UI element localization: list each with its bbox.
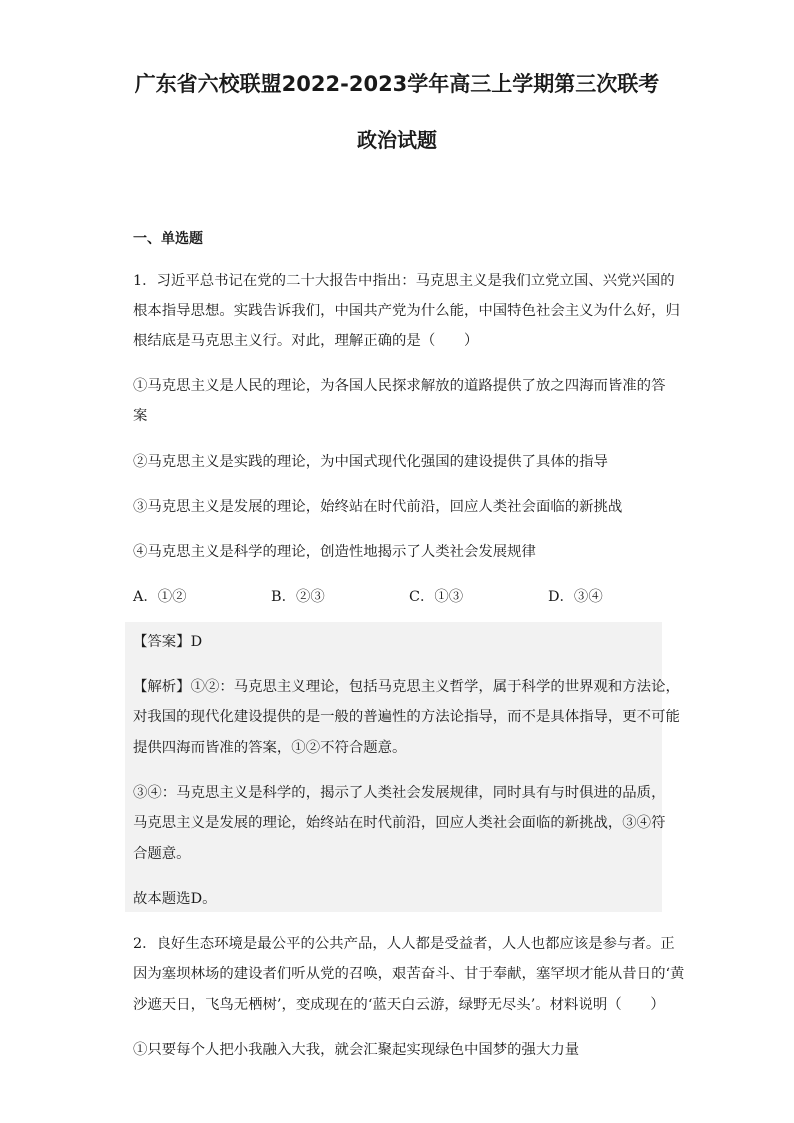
q1-analysis-line: 马克思主义是发展的理论，始终站在时代前沿，回应人类社会面临的新挑战，③④符 — [133, 815, 666, 831]
q1-analysis-line: ③④：马克思主义是科学的，揭示了人类社会发展规律，同时具有与时俱进的品质， — [133, 785, 666, 801]
answer-analysis-panel — [125, 622, 662, 912]
q1-stem-line: 根本指导思想。实践告诉我们，中国共产党为什么能，中国特色社会主义为什么好，归 — [133, 303, 680, 319]
document-subtitle: 政治试题 — [357, 128, 437, 152]
q1-statement-2: ②马克思主义是实践的理论，为中国式现代化强国的建设提供了具体的指导 — [133, 454, 608, 470]
q1-choice-b: B．②③ — [271, 589, 325, 605]
q1-analysis-line: 【解析】①②：马克思主义理论，包括马克思主义哲学，属于科学的世界观和方法论， — [133, 679, 680, 695]
q2-stem-line: 2．良好生态环境是最公平的公共产品，人人都是受益者，人人也都应该是参与者。正 — [133, 936, 675, 952]
q1-analysis-line: 合题意。 — [133, 846, 191, 862]
document-title: 广东省六校联盟2022-2023学年高三上学期第三次联考 — [134, 72, 660, 96]
q1-choice-d: D．③④ — [548, 589, 603, 605]
q1-choice-c: C．①③ — [409, 589, 464, 605]
q1-statement-3: ③马克思主义是发展的理论，始终站在时代前沿，回应人类社会面临的新挑战 — [133, 499, 623, 515]
q1-analysis-line: 提供四海而皆准的答案，①②不符合题意。 — [133, 740, 407, 756]
section-heading: 一、单选题 — [133, 231, 203, 247]
q1-analysis-line: 对我国的现代化建设提供的是一般的普遍性的方法论指导，而不是具体指导，更不可能 — [133, 709, 680, 725]
q1-statement-1: ①马克思主义是人民的理论，为各国人民探求解放的道路提供了放之四海而皆准的答 — [133, 378, 666, 394]
q1-stem-line: 1．习近平总书记在党的二十大报告中指出：马克思主义是我们立党立国、兴党兴国的 — [133, 273, 675, 289]
q1-answer: 【答案】D — [133, 634, 203, 650]
q2-stem-line: 沙遮天日，飞鸟无栖树’，变成现在的‘蓝天白云游，绿野无尽头’。材料说明（ ） — [133, 997, 665, 1013]
q1-conclusion: 故本题选D。 — [133, 891, 217, 907]
q1-statement-1-cont: 案 — [133, 408, 148, 424]
q2-stem-line: 因为塞坝林场的建设者们听从党的召唤，艰苦奋斗、甘于奉献，塞罕坝才能从昔日的‘黄 — [133, 966, 685, 982]
q1-choice-a: A．①② — [133, 589, 187, 605]
q1-statement-4: ④马克思主义是科学的理论，创造性地揭示了人类社会发展规律 — [133, 544, 536, 560]
q2-statement-1: ①只要每个人把小我融入大我，就会汇聚起实现绿色中国梦的强大力量 — [133, 1042, 580, 1058]
q1-stem-line: 根结底是马克思主义行。对此，理解正确的是（ ） — [133, 333, 479, 349]
